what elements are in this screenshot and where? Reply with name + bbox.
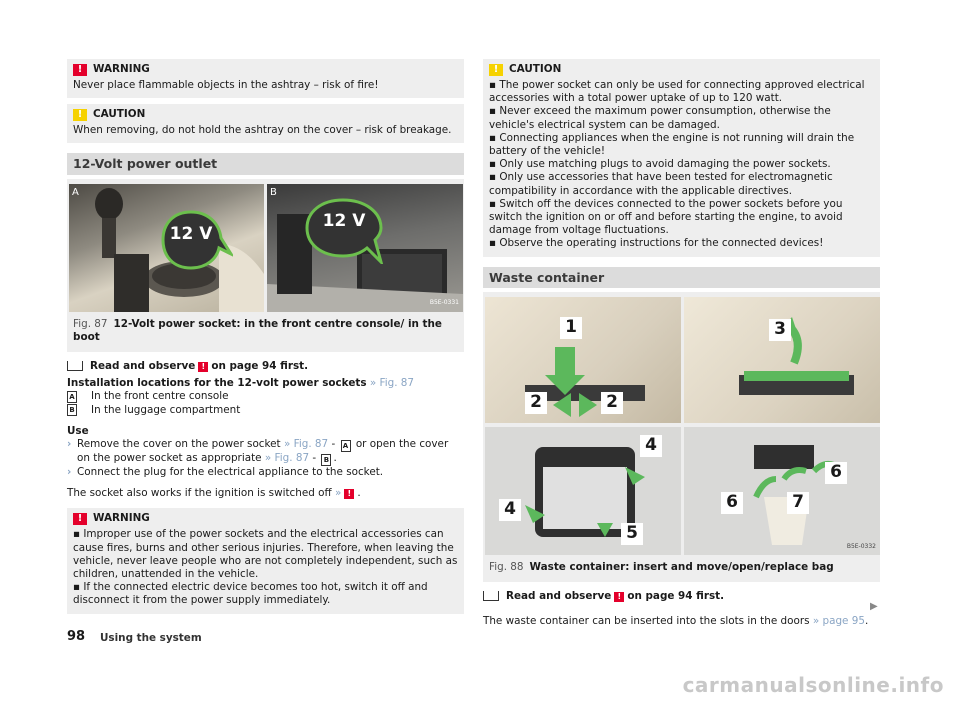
read-observe-line: Read and observe ! on page 94 first.: [483, 590, 880, 603]
warning-icon: !: [198, 362, 208, 372]
letter-b-icon: B: [321, 454, 331, 466]
door-insert-illustration: [485, 297, 681, 423]
chevron-right-icon: ›: [67, 438, 72, 451]
letter-a-icon: A: [341, 440, 351, 452]
read-observe-line: Read and observe ! on page 94 first.: [67, 360, 464, 373]
letter-b-icon: B: [67, 404, 77, 416]
caution-bullet: ▪ Observe the operating instructions for the connected devices!: [489, 237, 824, 250]
page-number: 98: [67, 629, 86, 644]
watermark: carmanualsonline.info: [682, 673, 944, 697]
install-item-a: A In the front centre console: [67, 390, 464, 403]
badge-12v-a: [161, 210, 229, 270]
caution-box-power: ! CAUTION ▪ The power socket can only be used for connecting approved electrical accessories with a total power uptake of up to 120 watt. ▪ Never exceed the maximum power consumption, otherwise the vehicle's electrical system can be damaged. ▪ Connecting appliances when the engine is not running will drain the battery of the vehicle! ▪ Only use matching plugs to avoid damaging the power sockets. ▪ Only use accessories that have been tested for electromagnetic compatibility in accordance with the applicable directives. ▪ Switch off the devices connected to the power sockets before you switch the ignition on or off and before starting the engine, to avoid damage from voltage fluctuations. ▪ Observe the operating instructions for the connected devices!: [483, 59, 880, 257]
chevron-right-icon: ›: [67, 466, 72, 479]
bag-illustration: [684, 427, 880, 555]
figure-number: Fig. 87: [73, 317, 108, 330]
step-tag: 4: [499, 499, 521, 521]
left-column: [67, 59, 464, 614]
caution-bullet: ▪ The power socket can only be used for connecting approved electrical accessories with a total power uptake of up to 120 watt.: [489, 79, 865, 105]
install-item-b: B In the luggage compartment: [67, 404, 464, 417]
right-column: [483, 59, 880, 628]
caution-bullet: ▪ Switch off the devices connected to the power sockets before you switch the ignition on or off and before starting the engine, to avoid damage from voltage fluctuations.: [489, 197, 843, 237]
warning-text: Never place flammable objects in the ashtray – risk of fire!: [73, 79, 379, 91]
warning-bullet: ▪ Improper use of the power sockets and the electrical accessories can cause fires, burns and other serious injuries. Therefore, when leaving the vehicle, never leave people who are not completely independent, such as children, unattended in the vehicle.: [73, 528, 458, 581]
badge-12v-b: [301, 198, 385, 264]
step-tag: 6: [721, 492, 743, 514]
section-title-waste: Waste container: [483, 267, 880, 288]
install-heading: Installation locations for the 12-volt power sockets » Fig. 87: [67, 377, 415, 390]
step-tag: 2: [601, 392, 623, 414]
step-tag: 4: [640, 435, 662, 457]
photo-bag-replace: [684, 427, 880, 555]
figure-caption-text: 12-Volt power socket: in the front centre console/ in the boot: [73, 317, 442, 343]
caution-text: When removing, do not hold the ashtray on the cover – risk of breakage.: [73, 124, 452, 137]
warning-ref-link[interactable]: »: [334, 487, 342, 500]
step-tag: 6: [825, 462, 847, 484]
fig-ref-link[interactable]: » Fig. 87: [264, 452, 310, 465]
waste-body-text: The waste container can be inserted into the slots in the doors » page 95.: [483, 615, 869, 628]
use-step-1: › Remove the cover on the power socket » Fig. 87 - A or open the cover on the power socket as appropriate » Fig. 87 - B .: [67, 438, 449, 465]
use-step-2: › Connect the plug for the electrical appliance to the socket.: [67, 466, 384, 479]
section-title-12v: 12-Volt power outlet: [67, 153, 464, 174]
figure-caption: [485, 555, 878, 578]
warning-icon: !: [344, 489, 354, 499]
fig-ref-link[interactable]: » Fig. 87: [283, 438, 329, 451]
book-icon: [67, 361, 83, 371]
figure-88: [483, 292, 880, 582]
figure-caption-text: Waste container: insert and move/open/replace bag: [529, 560, 834, 573]
warning-bullet: ▪ If the connected electric device becomes too hot, switch it off and disconnect it from the power supply immediately.: [73, 581, 428, 607]
ignition-note: The socket also works if the ignition is switched off » ! .: [67, 487, 361, 500]
warning-title: WARNING: [93, 62, 150, 75]
step-tag: 1: [560, 317, 582, 339]
badge-text: 12 V: [322, 210, 366, 231]
caution-icon: !: [73, 109, 87, 121]
caution-bullet: ▪ Only use accessories that have been tested for electromagnetic compatibility in accordance with the applicable directives.: [489, 171, 833, 197]
letter-a-icon: A: [67, 391, 77, 403]
warning-box-power: ! WARNING ▪ Improper use of the power sockets and the electrical accessories can cause fires, burns and other serious injuries. Therefore, when leaving the vehicle, never leave people who are not completely independent, such as children, unattended in the vehicle. ▪ If the connected electric device becomes too hot, switch it off and disconnect it from the power supply immediately.: [67, 508, 464, 613]
photo-lid-open: [684, 297, 880, 423]
warning-icon: !: [73, 513, 87, 525]
figure-code: B5E-0332: [846, 542, 876, 550]
warning-icon: !: [73, 64, 87, 76]
step-tag: 3: [769, 319, 791, 341]
caution-title: CAUTION: [93, 108, 146, 121]
book-icon: [483, 591, 499, 601]
panel-label-a: A: [72, 186, 79, 198]
figure-caption: [69, 312, 462, 348]
caution-bullet: ▪ Never exceed the maximum power consumption, otherwise the vehicle's electrical system can be damaged.: [489, 105, 831, 131]
page-section-title: Using the system: [100, 632, 202, 644]
fig-ref-link[interactable]: » Fig. 87: [369, 377, 415, 390]
caution-icon: !: [489, 64, 503, 76]
step-tag: 7: [787, 492, 809, 514]
warning-icon: !: [614, 592, 624, 602]
figure-87: [67, 179, 464, 352]
caution-bullet: ▪ Connecting appliances when the engine is not running will drain the battery of the vehicle!: [489, 131, 855, 158]
badge-text: 12 V: [169, 223, 213, 244]
step-tag: 2: [525, 392, 547, 414]
speech-bubble-icon: [301, 198, 385, 264]
continue-arrow-icon: ▶: [870, 601, 878, 612]
caution-bullet: ▪ Only use matching plugs to avoid damaging the power sockets.: [489, 158, 831, 171]
panel-label-b: B: [270, 186, 277, 198]
figure-code: B5E-0331: [429, 299, 459, 307]
lid-open-illustration: [684, 297, 880, 423]
figure-number: Fig. 88: [489, 560, 524, 573]
warning-box-ashtray: [67, 59, 464, 98]
use-heading: Use: [67, 424, 89, 437]
photo-door-insert: [485, 297, 681, 423]
step-tag: 5: [621, 523, 643, 545]
page-ref-link[interactable]: » page 95: [812, 615, 865, 628]
caution-box-ashtray: [67, 104, 464, 143]
